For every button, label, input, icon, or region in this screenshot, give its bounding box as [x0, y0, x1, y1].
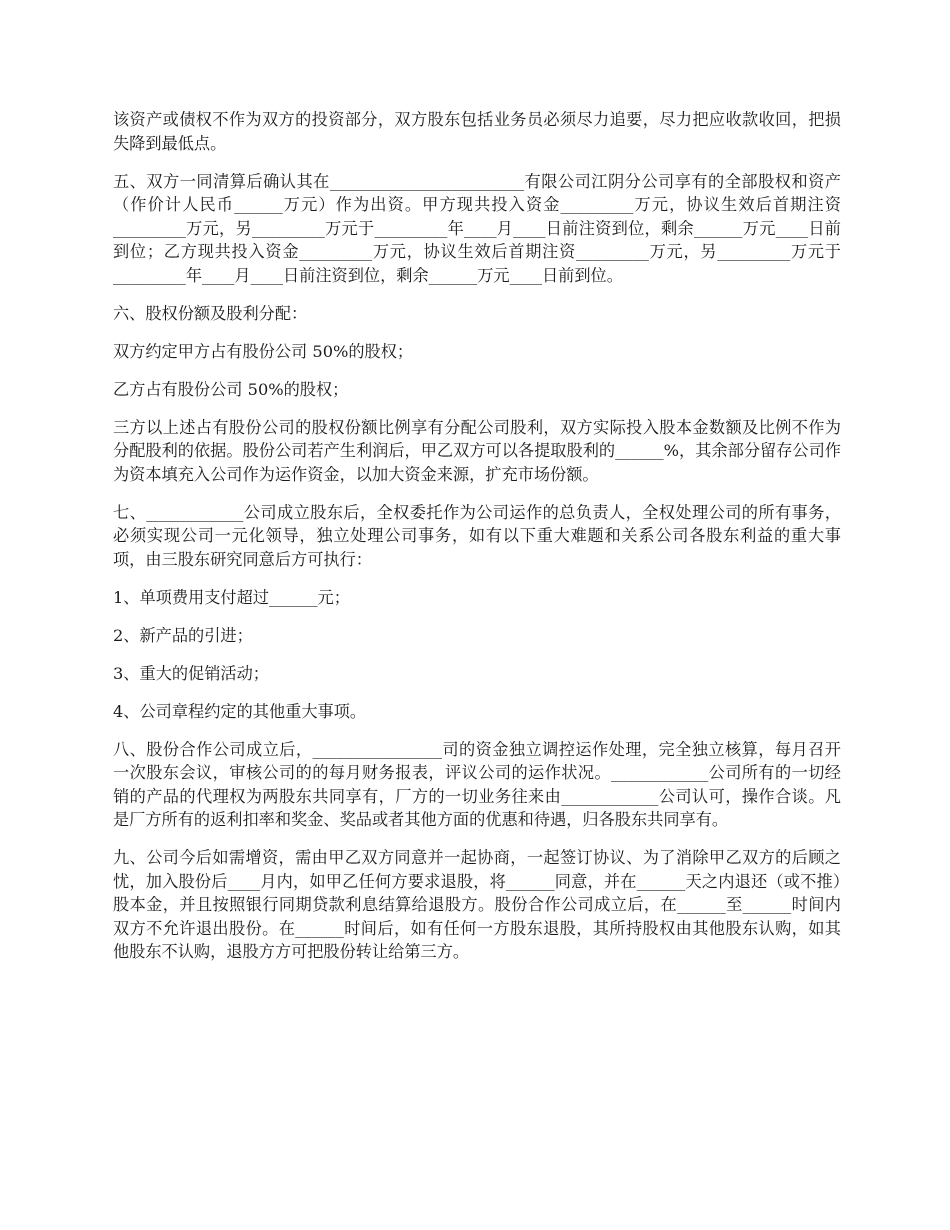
- list-item-new-products: 2、新产品的引进；: [113, 625, 253, 645]
- paragraph-section-9-capital-increase: 九、公司今后如需增资，需由甲乙双方同意并一起协商，一起签订协议、为了消除甲乙双方的后顾之忧，加入股份后____月内，如甲乙任何方要求退股，将______同意，并在______天之内退还（或不推）股本金，并且按照银行同期贷款利息结算给退股方。股份合作公司成立后，在______至______时间内双方不允许退出股份。在______时间后，如有任何一方股东退股，其所持股权由其他股东认购，如其他股东不认购，退股方方可把股份转让给第三方。: [113, 848, 841, 961]
- paragraph-party-a-share: 双方约定甲方占有股份公司 50%的股权；: [113, 341, 414, 361]
- paragraph-section-6-heading: 六、股权份额及股利分配：: [113, 303, 308, 323]
- paragraph-section-8-operations: 八、股份合作公司成立后，________________司的资金独立调控运作处理，完全独立核算，每月召开一次股东会议，审核公司的的每月财务报表，评议公司的运作状况。____________公司所有的一切经销的产品的代理权为两股东共同享有，厂方的一切业务往来由____________公司认可，操作合谈。凡是厂方所有的返利扣率和奖金、奖品或者其他方面的优惠和待遇，归各股东共同享有。: [113, 739, 841, 829]
- paragraph-dividend-distribution: 三方以上述占有股份公司的股权份额比例享有分配公司股利，双方实际投入股本金数额及比例不作为分配股利的依据。股份公司若产生利润后，甲乙双方可以各提取股利的______%，其余部分留存公司作为资本填充入公司作为运作资金，以加大资金来源，扩充市场份额。: [113, 417, 841, 484]
- list-item-expense-limit: 1、单项费用支付超过______元；: [113, 587, 350, 607]
- paragraph-party-b-share: 乙方占有股份公司 50%的股权；: [113, 379, 349, 399]
- paragraph-asset-collection: 该资产或债权不作为双方的投资部分，双方股东包括业务员必须尽力追要，尽力把应收款收回，把损失降到最低点。: [113, 110, 841, 153]
- list-item-other-matters: 4、公司章程约定的其他重大事项。: [113, 701, 367, 721]
- list-item-promotions: 3、重大的促销活动；: [113, 663, 269, 683]
- document-body: [113, 108, 841, 964]
- paragraph-section-5-capital: 五、双方一同清算后确认其在________________________有限公司江阴分公司享有的全部股权和资产（作价计人民币______万元）作为出资。甲方现共投入资金_________万元，协议生效后首期注资_________万元，另_________万元于_________年____月____日前注资到位，剩余______万元____日前到位；乙方现共投入资金_________万元，协议生效后首期注资_________万元，另_________万元于_________年____月____日前注资到位，剩余______万元____日前到位。: [113, 171, 841, 285]
- paragraph-section-7-management: 七、____________公司成立股东后，全权委托作为公司运作的总负责人，全权处理公司的所有事务，必须实现公司一元化领导，独立处理公司事务，如有以下重大难题和关系公司各股东利益的重大事项，由三股东研究同意后方可执行：: [113, 502, 841, 569]
